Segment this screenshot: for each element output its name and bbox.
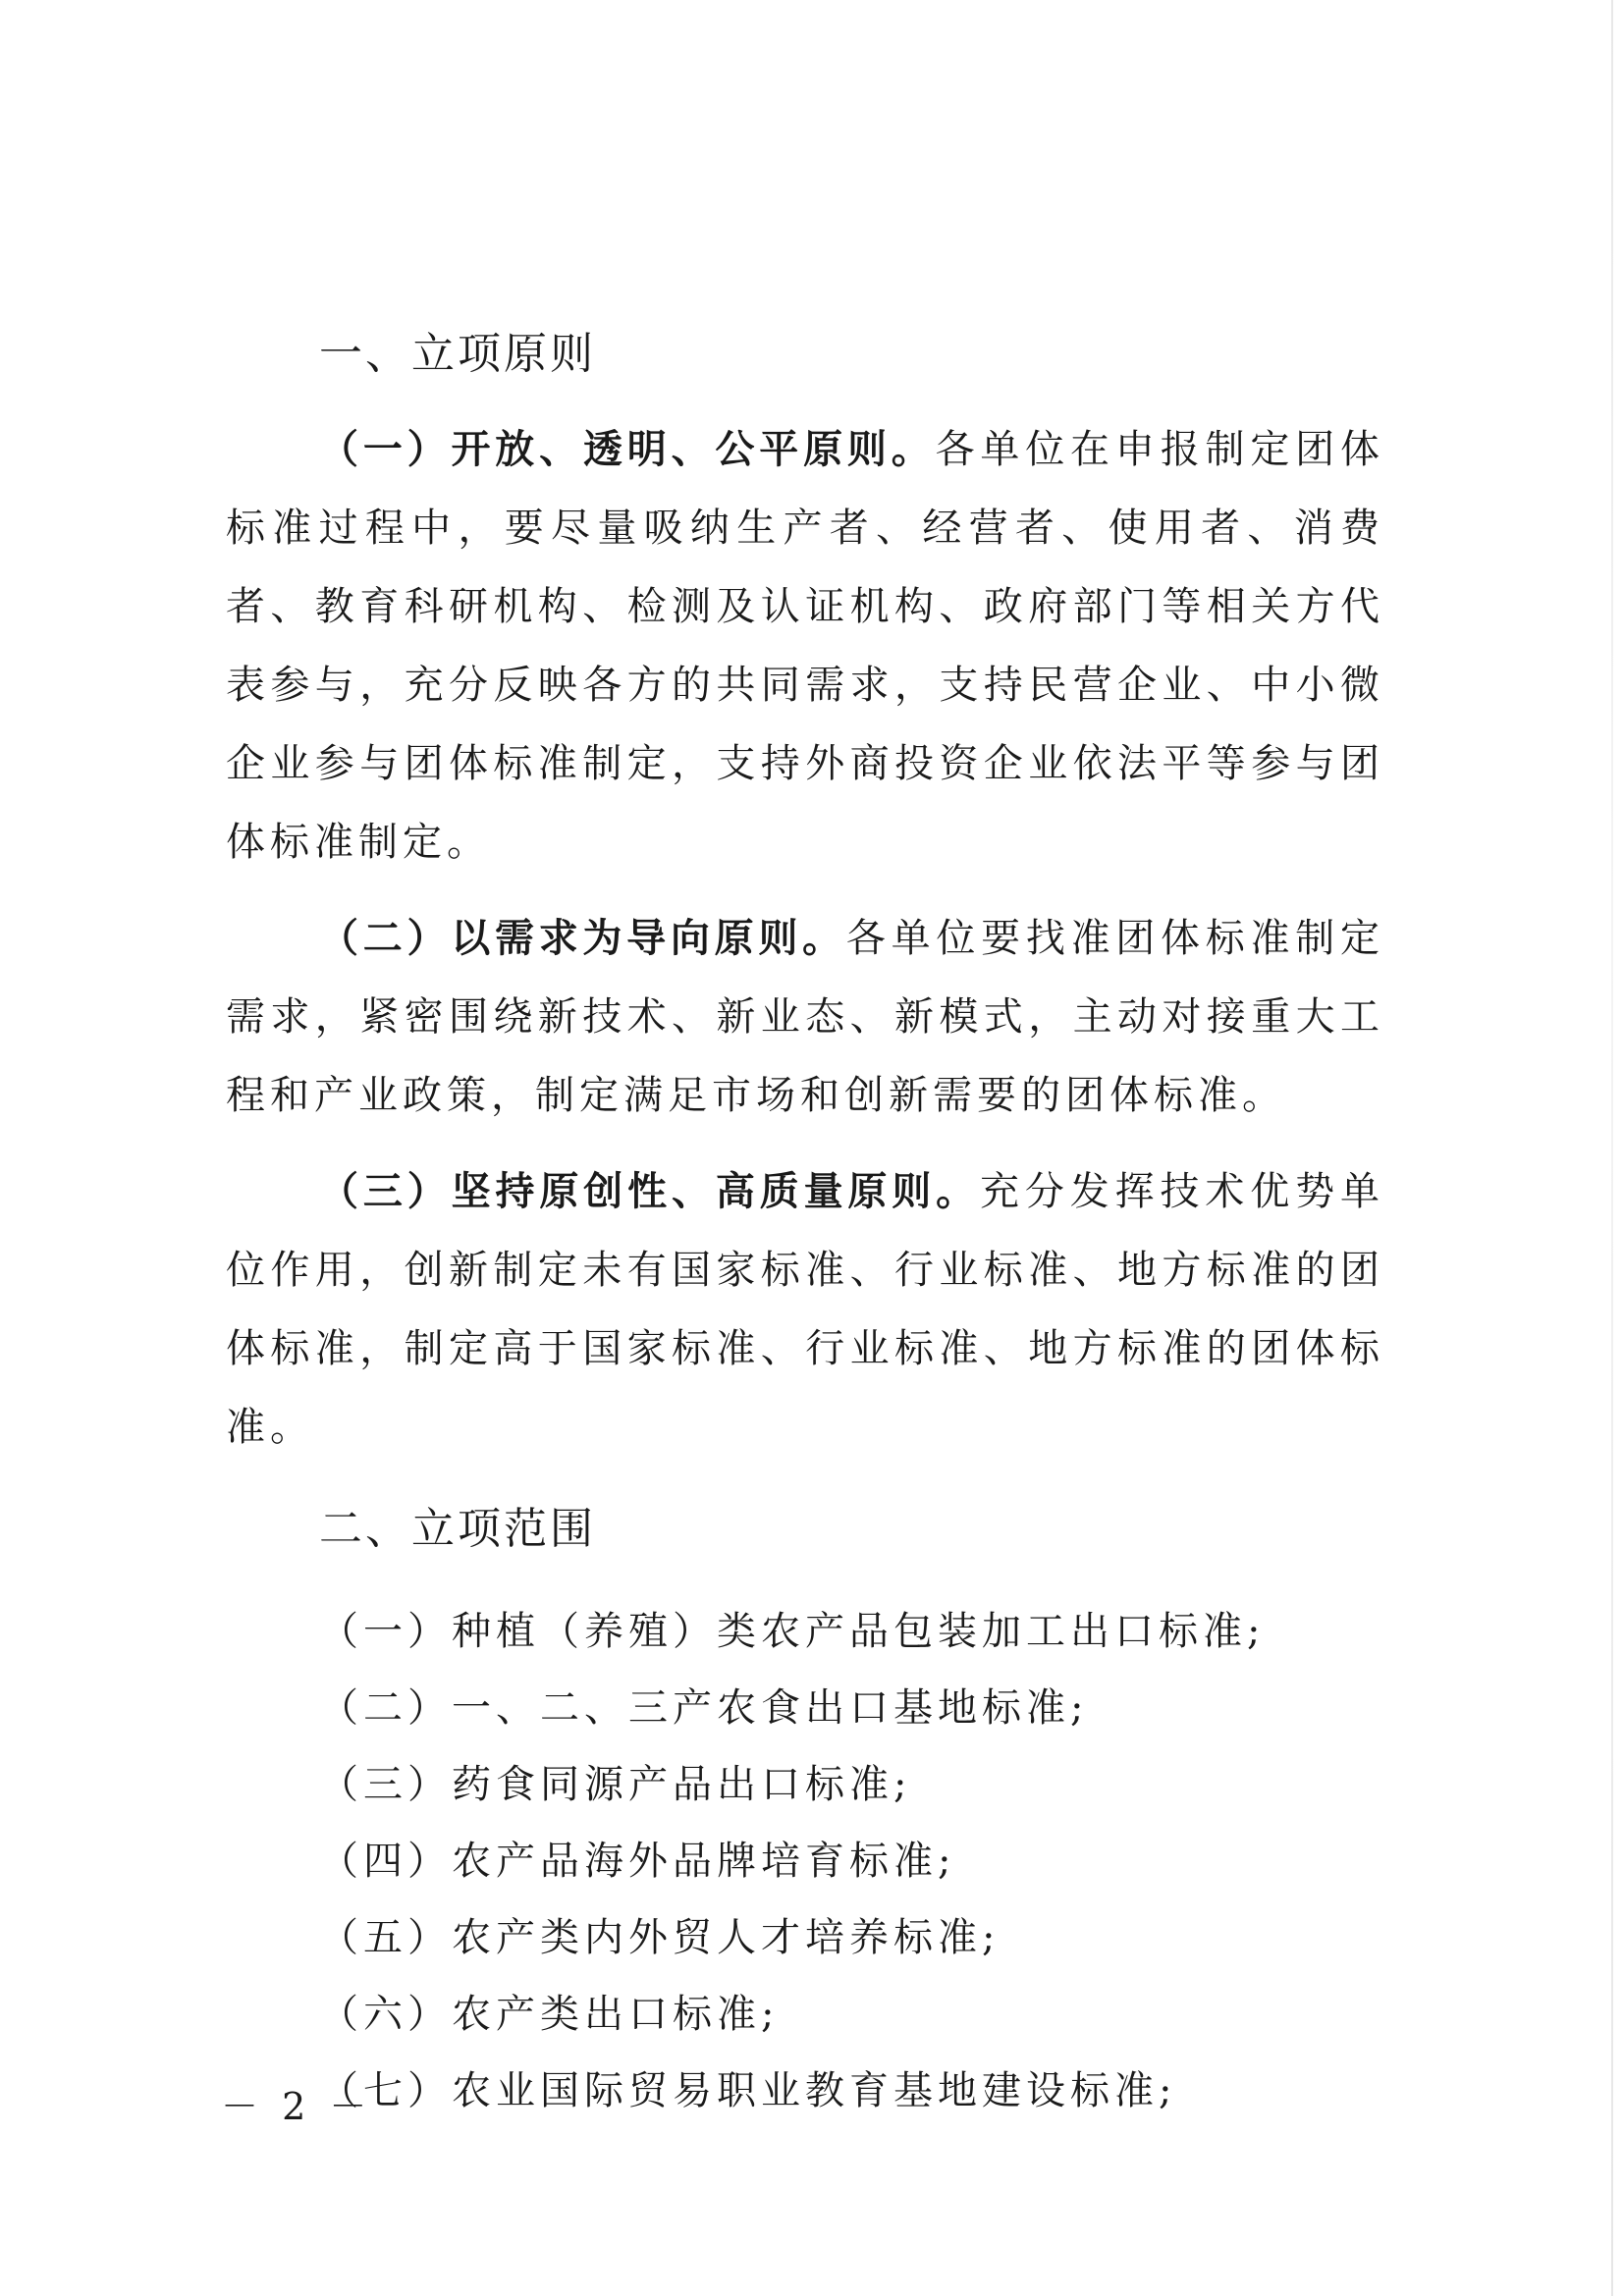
section-heading-scope: 二、立项范围 (319, 1503, 596, 1554)
list-item: （六）农产类出口标准; (319, 1991, 780, 2037)
list-item: （七）农业国际贸易职业教育基地建设标准; (319, 2067, 1177, 2113)
scope-list (319, 1593, 1384, 2129)
paragraph-body: 各单位在申报制定团体标准过程中，要尽量吸纳生产者、经营者、使用者、消费者、教育科研机构、检测及认证机构、政府部门等相关方代表参与，充分反映各方的共同需求，支持民营企业、中小微企业参与团体标准制定，支持外商投资企业依法平等参与团体标准制定。 (226, 426, 1385, 865)
paragraph-lead: （二）以需求为导向原则。 (319, 914, 846, 961)
list-item: （一）种植（养殖）类农产品包装加工出口标准; (319, 1608, 1266, 1654)
list-item: （二）一、二、三产农食出口基地标准; (319, 1684, 1089, 1731)
paragraph-principle-2 (226, 899, 1384, 1135)
page-number: － 2 － (221, 2085, 373, 2128)
paragraph-principle-3 (226, 1152, 1384, 1467)
list-item: （四）农产品海外品牌培育标准; (319, 1838, 956, 1884)
list-item: （三）药食同源产品出口标准; (319, 1761, 912, 1807)
section-heading-principles: 一、立项原则 (319, 329, 596, 379)
page-content (226, 329, 1384, 2129)
paragraph-body: 充分发挥技术优势单位作用，创新制定未有国家标准、行业标准、地方标准的团体标准，制定高于国家标准、行业标准、地方标准的团体标准。 (226, 1168, 1385, 1450)
paragraph-principle-1 (226, 410, 1384, 881)
scan-edge-line (1611, 0, 1613, 2296)
list-item: （五）农产类内外贸人才培养标准; (319, 1914, 1001, 1960)
paragraph-lead: （一）开放、透明、公平原则。 (319, 425, 936, 472)
paragraph-lead: （三）坚持原创性、高质量原则。 (319, 1167, 981, 1214)
paragraph-body: 各单位要找准团体标准制定需求，紧密围绕新技术、新业态、新模式，主动对接重大工程和产业政策，制定满足市场和创新需要的团体标准。 (226, 915, 1385, 1118)
